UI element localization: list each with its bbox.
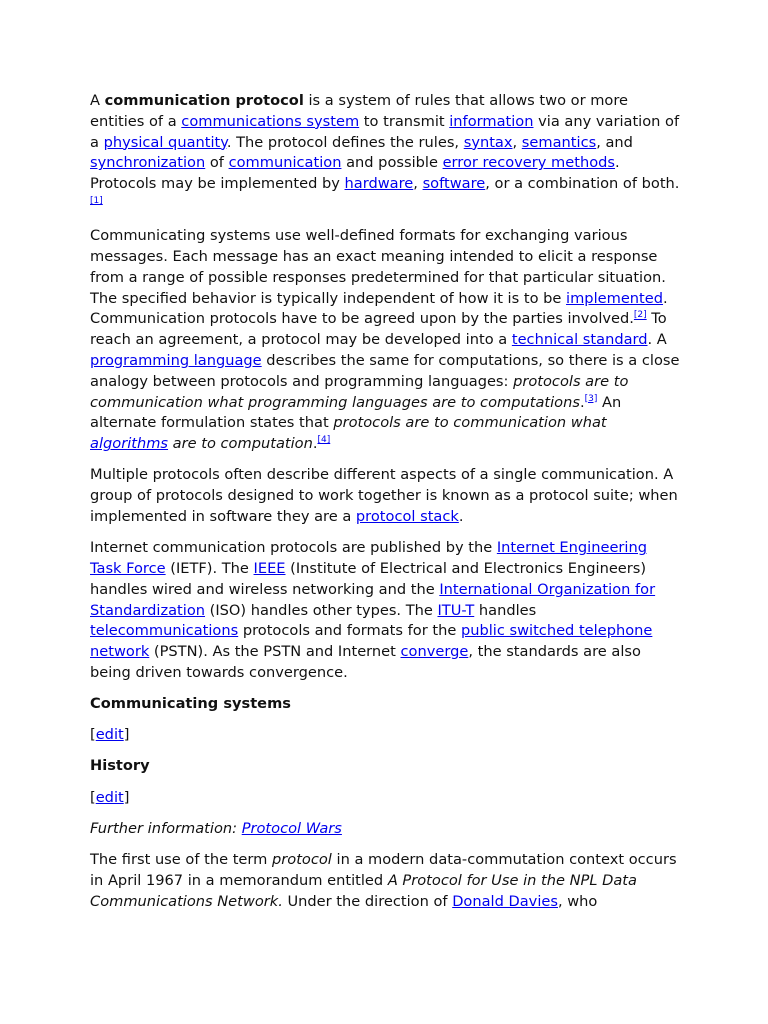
citation-3 bbox=[585, 394, 598, 404]
section-heading-communicating-systems: Communicating systems bbox=[90, 695, 291, 713]
link-implemented[interactable]: implemented bbox=[566, 289, 664, 307]
text: . The protocol defines the rules, bbox=[226, 133, 464, 151]
citation-link-3[interactable]: [3] bbox=[584, 393, 598, 404]
link-ieee[interactable]: IEEE bbox=[253, 559, 286, 577]
text: handles bbox=[474, 601, 537, 619]
link-ietf[interactable]: Internet Engineering Task Force bbox=[90, 539, 647, 577]
bracket: ] bbox=[123, 788, 130, 806]
paragraph-5 bbox=[90, 850, 680, 912]
further-information-label: Further information: bbox=[90, 819, 242, 837]
link-synchronization[interactable]: synchronization bbox=[90, 154, 206, 172]
text: Under the direction of bbox=[282, 892, 453, 910]
text: Internet communication protocols are published by the bbox=[90, 539, 497, 557]
citation-link-4[interactable]: [4] bbox=[317, 435, 331, 446]
link-technical-standard[interactable]: technical standard bbox=[511, 331, 648, 349]
text: are to computation bbox=[168, 435, 313, 453]
text: protocols and formats for the bbox=[238, 622, 461, 640]
text: via any variation of a bbox=[90, 112, 680, 151]
citation-4 bbox=[317, 435, 330, 445]
link-communication[interactable]: communication bbox=[228, 154, 342, 172]
link-semantics[interactable]: semantics bbox=[521, 133, 597, 151]
link-iso[interactable]: International Organization for Standardization bbox=[90, 580, 656, 619]
text: . Protocols may be implemented by bbox=[90, 154, 620, 193]
link-algorithms[interactable]: algorithms bbox=[90, 435, 169, 453]
link-information[interactable]: information bbox=[449, 112, 534, 130]
edit-link[interactable]: edit bbox=[95, 726, 124, 744]
edit-link[interactable]: edit bbox=[95, 788, 124, 806]
text: , and bbox=[596, 133, 633, 151]
text: Multiple protocols often describe different aspects of a single communication. A group of protocols designed to work together is known as a protocol suite; when implemented in software they are a bbox=[90, 466, 678, 525]
bracket: [ bbox=[90, 788, 96, 806]
text: Communicating systems use well-defined formats for exchanging various messages. Each message has an exact meaning intended to elicit a response from a range of possible responses predetermined for that particular situation. The specified behavior is typically independent of how it is to be bbox=[90, 227, 666, 307]
italic-term: protocol bbox=[272, 851, 332, 869]
citation-link-2[interactable]: [2] bbox=[633, 310, 647, 321]
link-pstn[interactable]: public switched telephone network bbox=[90, 622, 653, 661]
text: . bbox=[579, 393, 585, 411]
text: of bbox=[205, 154, 229, 172]
link-telecommunications[interactable]: telecommunications bbox=[90, 622, 239, 640]
link-syntax[interactable]: syntax bbox=[463, 133, 513, 151]
text: The first use of the term bbox=[90, 851, 273, 869]
article-body bbox=[90, 91, 680, 923]
text: , the standards are also being driven towards convergence. bbox=[90, 643, 641, 681]
text: . Communication protocols have to be agreed upon by the parties involved. bbox=[90, 289, 668, 328]
link-communications-system[interactable]: communications system bbox=[181, 112, 360, 130]
link-hardware[interactable]: hardware bbox=[344, 175, 414, 193]
text: , bbox=[413, 175, 423, 193]
italic-title: A Protocol for Use in the NPL Data Communications Network. bbox=[90, 871, 637, 910]
link-programming-language[interactable]: programming language bbox=[90, 351, 262, 369]
text: , bbox=[512, 133, 522, 151]
further-information bbox=[90, 819, 680, 840]
bracket: [ bbox=[90, 726, 96, 744]
section-heading-history: History bbox=[90, 757, 150, 775]
text: , or a combination of both. bbox=[485, 175, 680, 193]
bracket: ] bbox=[123, 726, 130, 744]
link-protocol-wars[interactable]: Protocol Wars bbox=[241, 819, 342, 837]
edit-link-row-1 bbox=[90, 725, 680, 746]
italic-quote: protocols are to communication what programming languages are to computations bbox=[90, 372, 629, 411]
link-donald-davies[interactable]: Donald Davies bbox=[452, 892, 558, 910]
text: (IETF). The bbox=[165, 559, 254, 577]
intro-paragraph bbox=[90, 91, 680, 216]
paragraph-4 bbox=[90, 538, 680, 684]
link-protocol-stack[interactable]: protocol stack bbox=[355, 507, 459, 525]
text: (Institute of Electrical and Electronics Engineers) handles wired and wireless networking and the bbox=[90, 559, 647, 598]
text: To reach an agreement, a protocol may be developed into a bbox=[90, 310, 667, 349]
link-itu-t[interactable]: ITU-T bbox=[437, 601, 475, 619]
text: . A bbox=[647, 331, 667, 349]
text: . bbox=[312, 435, 318, 453]
citation-1 bbox=[90, 196, 103, 206]
text: . bbox=[458, 507, 464, 525]
text: in a modern data-commutation context occurs in April 1967 in a memorandum entitled bbox=[90, 851, 677, 889]
text: (ISO) handles other types. The bbox=[205, 601, 438, 619]
text: describes the same for computations, so there is a close analogy between protocols and programming languages: bbox=[90, 351, 680, 390]
text: to transmit bbox=[359, 112, 450, 130]
text: , who bbox=[557, 892, 598, 910]
text: A bbox=[90, 92, 105, 109]
link-software[interactable]: software bbox=[422, 175, 486, 193]
text: An alternate formulation states that bbox=[90, 393, 622, 432]
citation-2 bbox=[634, 311, 647, 321]
citation-link-1[interactable]: [1] bbox=[90, 196, 103, 207]
text: is a system of rules that allows two or more entities of a bbox=[90, 92, 629, 130]
term-bold: communication protocol bbox=[104, 92, 304, 109]
text: (PSTN). As the PSTN and Internet bbox=[149, 643, 401, 661]
link-converge[interactable]: converge bbox=[400, 643, 469, 661]
paragraph-2 bbox=[90, 226, 680, 455]
link-physical-quantity[interactable]: physical quantity bbox=[103, 133, 227, 151]
link-error-recovery-methods[interactable]: error recovery methods bbox=[442, 154, 616, 172]
text: and possible bbox=[341, 154, 443, 172]
edit-link-row-2 bbox=[90, 788, 680, 809]
text: protocols are to communication what bbox=[333, 414, 607, 432]
paragraph-3 bbox=[90, 465, 680, 527]
